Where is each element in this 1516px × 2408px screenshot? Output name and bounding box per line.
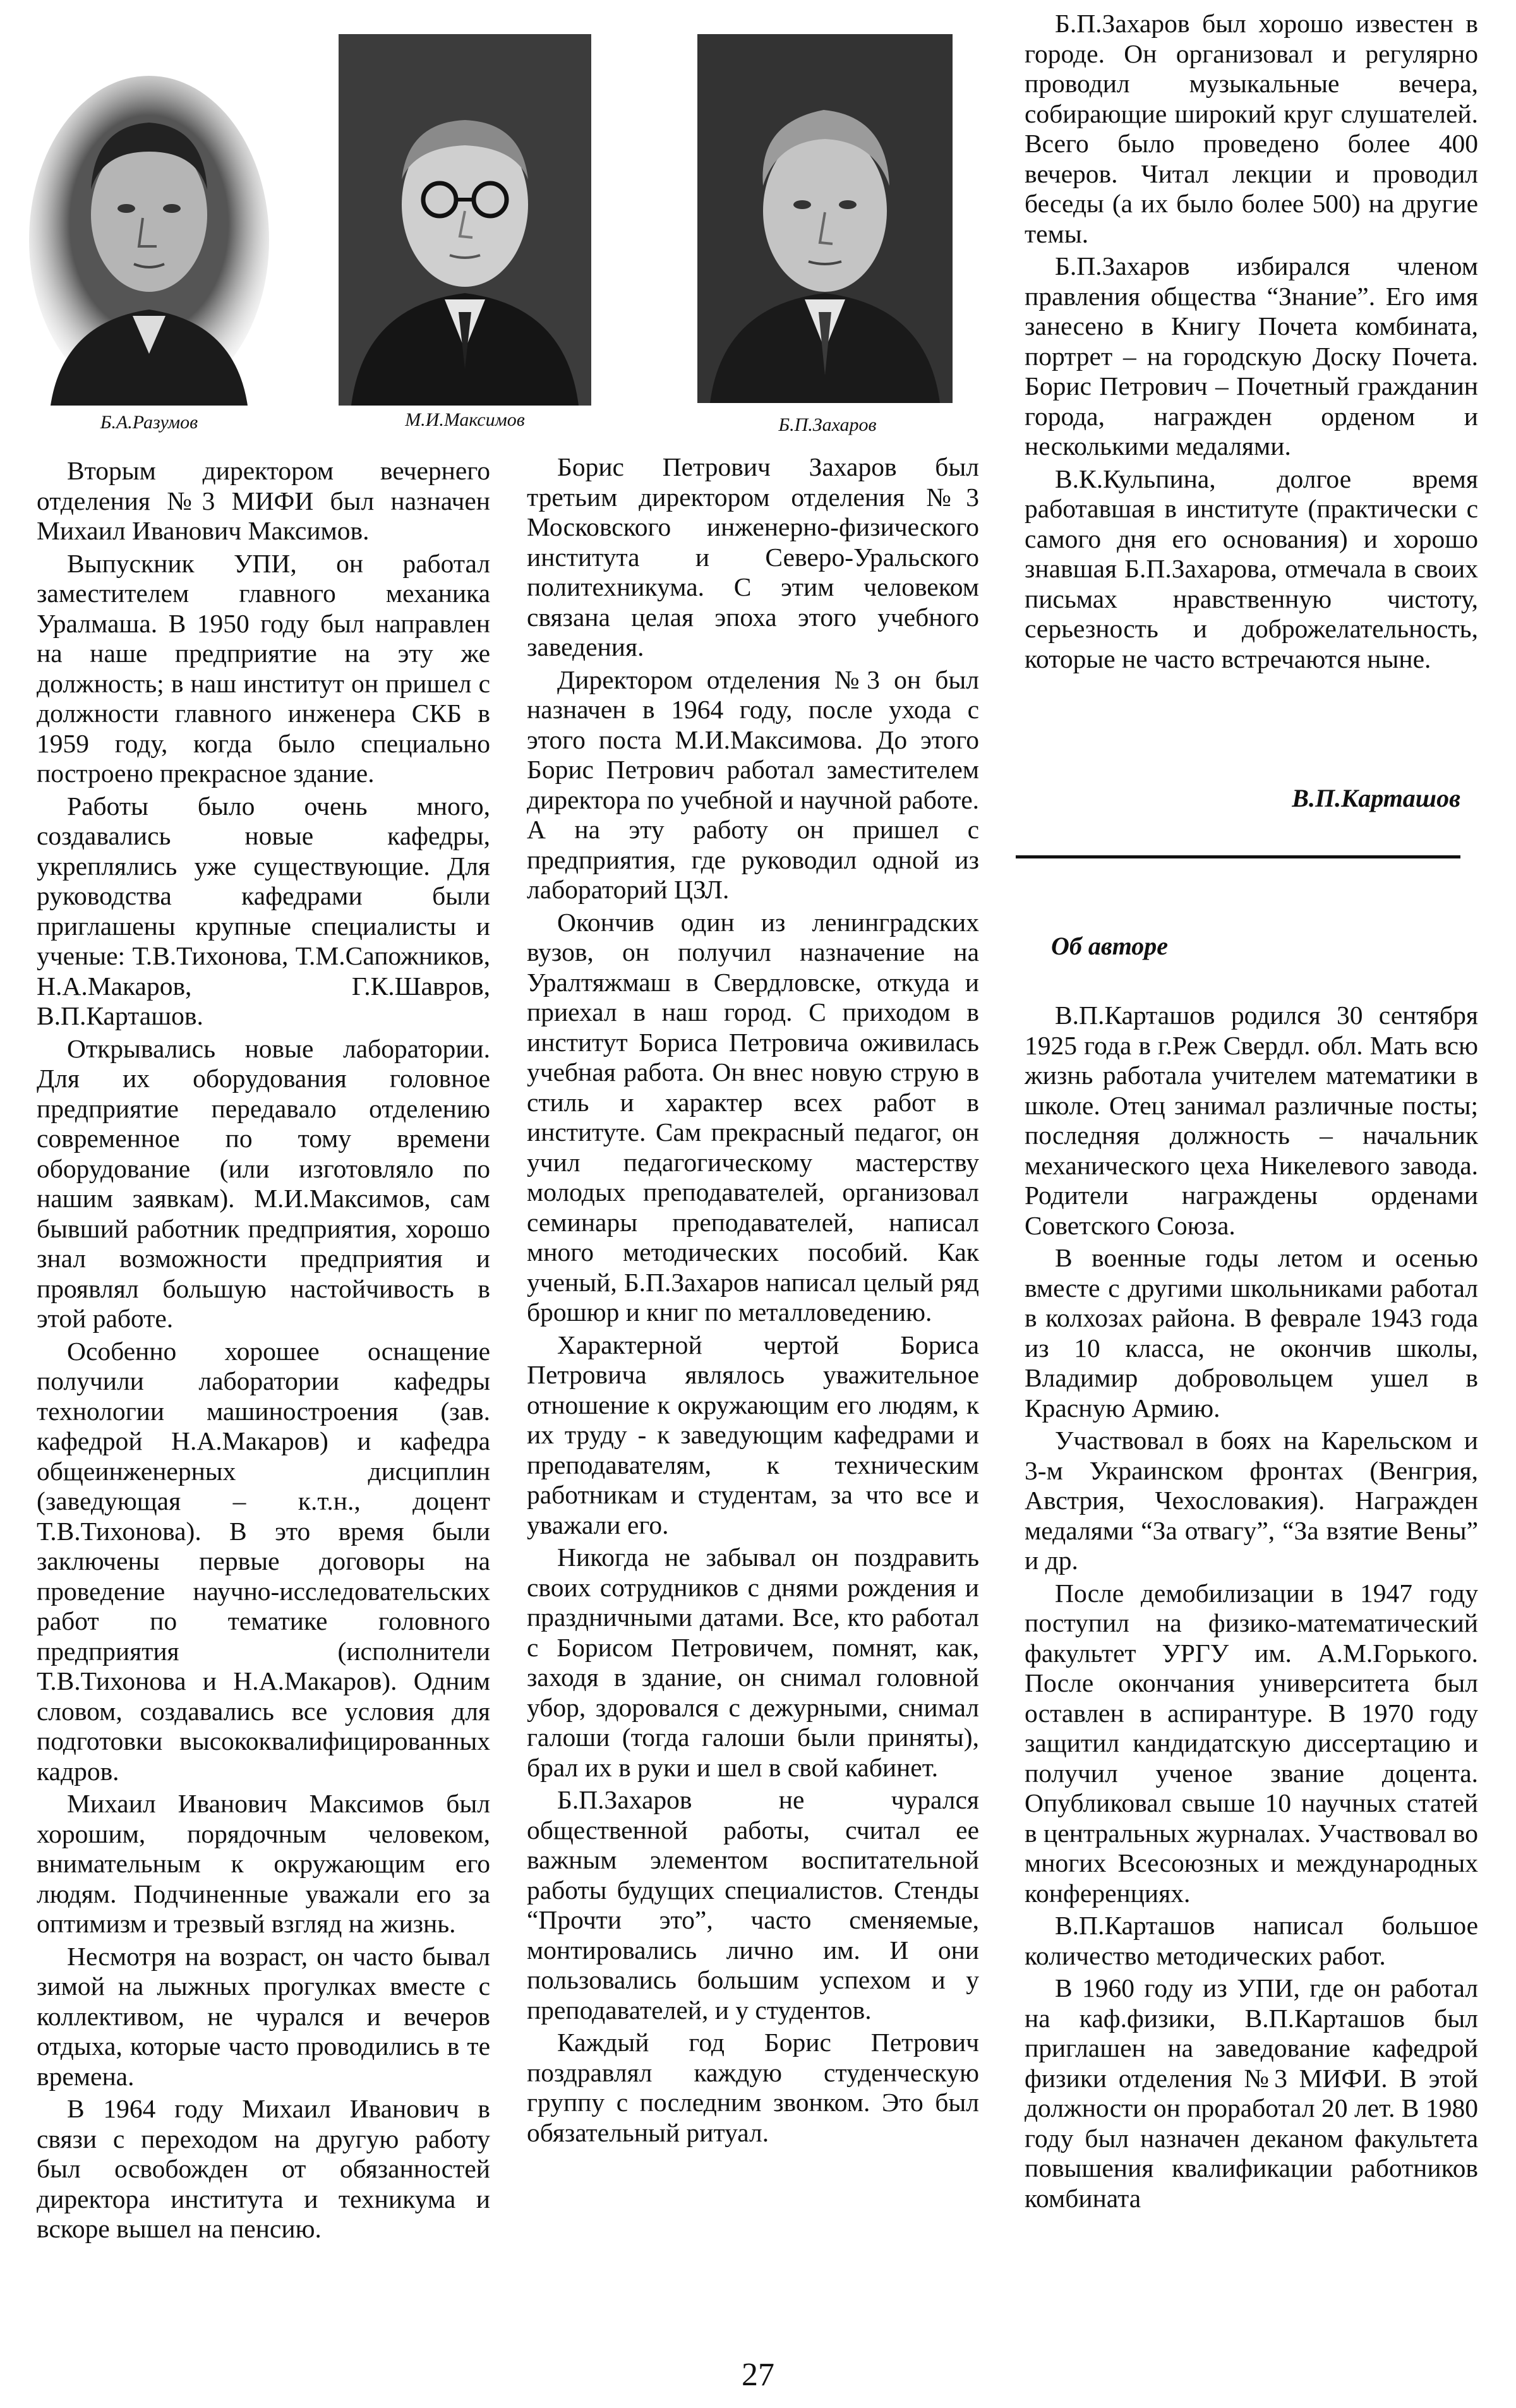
portrait-zakharov-image — [697, 34, 953, 403]
paragraph: В.П.Карташов родился 30 сентября 1925 года в г.Реж Свердл. обл. Мать всю жизнь работала учителем математики в школе. Отец занимал различные посты; последняя должность – начальник механического цеха Никелевого завода. Родители награждены орденами Советского Союза. — [1025, 1001, 1478, 1240]
portrait-maksimov-image — [339, 34, 591, 406]
page-number: 27 — [742, 2357, 774, 2393]
photo-zakharov — [697, 34, 953, 403]
section-divider — [1016, 855, 1460, 858]
paragraph: Участвовал в боях на Карельском и 3-м Украинском фронтах (Венгрия, Австрия, Чехословакия). Награжден медалями “За отвагу”, “За взятие Вены” и др. — [1025, 1426, 1478, 1575]
caption-maksimov: М.И.Максимов — [405, 409, 525, 430]
paragraph: Директором отделения №3 он был назначен в 1964 году, после ухода с этого поста М.И.Максимова. До этого Борис Петрович работал заместителем директора по учебной и научной работе. А на эту работу он пришел с предприятия, где руководил одной из лабораторий ЦЗЛ. — [527, 665, 979, 904]
paragraph: В военные годы летом и осенью вместе с другими школьниками работал в колхозах района. В феврале 1943 года из 10 класса, не окончив школы, Владимир добровольцем ушел в Красную Армию. — [1025, 1243, 1478, 1423]
paragraph: Окончив один из ленинградских вузов, он получил назначение на Уралтяжмаш в Свердловске, откуда и приехал в наш город. С приходом в институт Бориса Петровича оживилась учебная работа. Он внес новую струю в стиль и характер всех работ в институте. Сам прекрасный педагог, он учил педагогическому мастерству молодых преподавателей, организовал семинары преподавателей, написал много методических пособий. Как ученый, Б.П.Захаров написал целый ряд брошюр и книг по металловедению. — [527, 907, 979, 1327]
paragraph: Вторым директором вечернего отделения №3 МИФИ был назначен Михаил Иванович Максимов. — [37, 456, 490, 545]
paragraph: В 1960 году из УПИ, где он работал на каф.физики, В.П.Карташов был приглашен на заведование кафедрой физики отделения №3 МИФИ. В этой должности он проработал 20 лет. В 1980 году был назначен деканом факультета повышения квалификации работников комбината — [1025, 1973, 1478, 2213]
paragraph: Каждый год Борис Петрович поздравлял каждую студенческую группу с последним звонком. Это был обязательный ритуал. — [527, 2028, 979, 2147]
photo-maksimov — [339, 34, 591, 406]
paragraph: Борис Петрович Захаров был третьим директором отделения №3 Московского инженерно-физического института и Северо-Уральского политехникума. С этим человеком связана целая эпоха этого учебного заведения. — [527, 452, 979, 661]
paragraph: Б.П.Захаров был хорошо известен в городе. Он организовал и регулярно проводил музыкальные вечера, собирающие широкий круг слушателей. Всего было проведено более 400 вечеров. Читал лекции и проводил беседы (а их было более 500) на другие темы. — [1025, 9, 1478, 248]
paragraph: Характерной чертой Бориса Петровича являлось уважительное отношение к окружающим его людям, к их труду - к заведующим кафедрами и преподавателям, к техническим работникам и студентам, за что все и уважали его. — [527, 1330, 979, 1539]
portrait-razumov-image — [25, 57, 273, 406]
author-signature: В.П.Карташов — [1292, 784, 1460, 812]
paragraph: В 1964 году Михаил Иванович в связи с переходом на другую работу был освобожден от обязанностей директора института и техникума и вскоре вышел на пенсию. — [37, 2094, 490, 2243]
paragraph: Выпускник УПИ, он работал заместителем главного механика Уралмаша. В 1950 году был направлен на наше предприятие на эту же должность; в наш институт он пришел с должности главного инженера СКБ в 1959 году, когда было специально построено прекрасное здание. — [37, 548, 490, 788]
caption-zakharov: Б.П.Захаров — [778, 414, 877, 435]
column-left — [37, 456, 490, 2244]
paragraph: Несмотря на возраст, он часто бывал зимой на лыжных прогулках вместе с коллективом, не чурался и вечеров отдыха, которые часто проводились в те времена. — [37, 1941, 490, 2091]
paragraph: В.К.Кульпина, долгое время работавшая в институте (практически с самого дня его основания) и хорошо знавшая Б.П.Захарова, отмечала в своих письмах нравственную чистоту, серьезность и доброжелательность, которые не часто встречаются ныне. — [1025, 464, 1478, 673]
column-middle — [527, 452, 979, 2148]
paragraph: Работы было очень много, создавались новые кафедры, укреплялись уже существующие. Для руководства кафедрами были приглашены крупные специалисты и ученые: Т.В.Тихонова, Т.М.Сапожников, Н.А.Макаров, Г.К.Шавров, В.П.Карташов. — [37, 791, 490, 1030]
paragraph: Михаил Иванович Максимов был хорошим, порядочным человеком, внимательным к окружающим его людям. Подчиненные уважали его за оптимизм и трезвый взгляд на жизнь. — [37, 1789, 490, 1938]
paragraph: В.П.Карташов написал большое количество методических работ. — [1025, 1911, 1478, 1970]
paragraph: Б.П.Захаров избирался членом правления общества “Знание”. Его имя занесено в Книгу Почета комбината, портрет – на городскую Доску Почета. Борис Петрович – Почетный гражданин города, награжден орденом и несколькими медалями. — [1025, 251, 1478, 461]
column-right-top — [1025, 9, 1478, 674]
paragraph: После демобилизации в 1947 году поступил на физико-математический факультет УРГУ им. А.М.Горького. После окончания университета был оставлен в аспирантуре. В 1970 году защитил кандидатскую диссертацию и получил ученое звание доцента. Опубликовал свыше 10 научных статей в центральных журналах. Участвовал во многих Всесоюзных и международных конференциях. — [1025, 1578, 1478, 1908]
column-right-bottom — [1025, 1001, 1478, 2213]
paragraph: Никогда не забывал он поздравить своих сотрудников с днями рождения и праздничными датами. Все, кто работал с Борисом Петровичем, помнят, как, заходя в здание, он снимал головной убор, здоровался с дежурными, снимал галоши (тогда галоши были приняты), брал их в руки и шел в свой кабинет. — [527, 1543, 979, 1782]
photo-razumov — [25, 57, 273, 406]
paragraph: Б.П.Захаров не чурался общественной работы, считал ее важным элементом воспитательной работы будущих специалистов. Стенды “Прочти это”, часто сменяемые, монтировались лично им. И они пользовались большим успехом и у преподавателей, и у студентов. — [527, 1785, 979, 2025]
caption-razumov: Б.А.Разумов — [100, 412, 198, 433]
paragraph: Открывались новые лаборатории. Для их оборудования головное предприятие передавало отделению современное по тому времени оборудование (или изготовляло по нашим заявкам). М.И.Максимов, сам бывший работник предприятия, хорошо знал возможности предприятия и проявлял большую настойчивость в этой работе. — [37, 1033, 490, 1333]
about-author-heading: Об авторе — [1051, 932, 1169, 960]
paragraph: Особенно хорошее оснащение получили лаборатории кафедры технологии машиностроения (зав. кафедрой Н.А.Макаров) и кафедра общеинженерных дисциплин (заведующая – к.т.н., доцент Т.В.Тихонова). В это время были заключены первые договоры на проведение научно-исследовательских работ по тематике головного предприятия (исполнители Т.В.Тихонова и Н.А.Макаров). Одним словом, создавались все условия для подготовки высококвалифицированных кадров. — [37, 1336, 490, 1786]
